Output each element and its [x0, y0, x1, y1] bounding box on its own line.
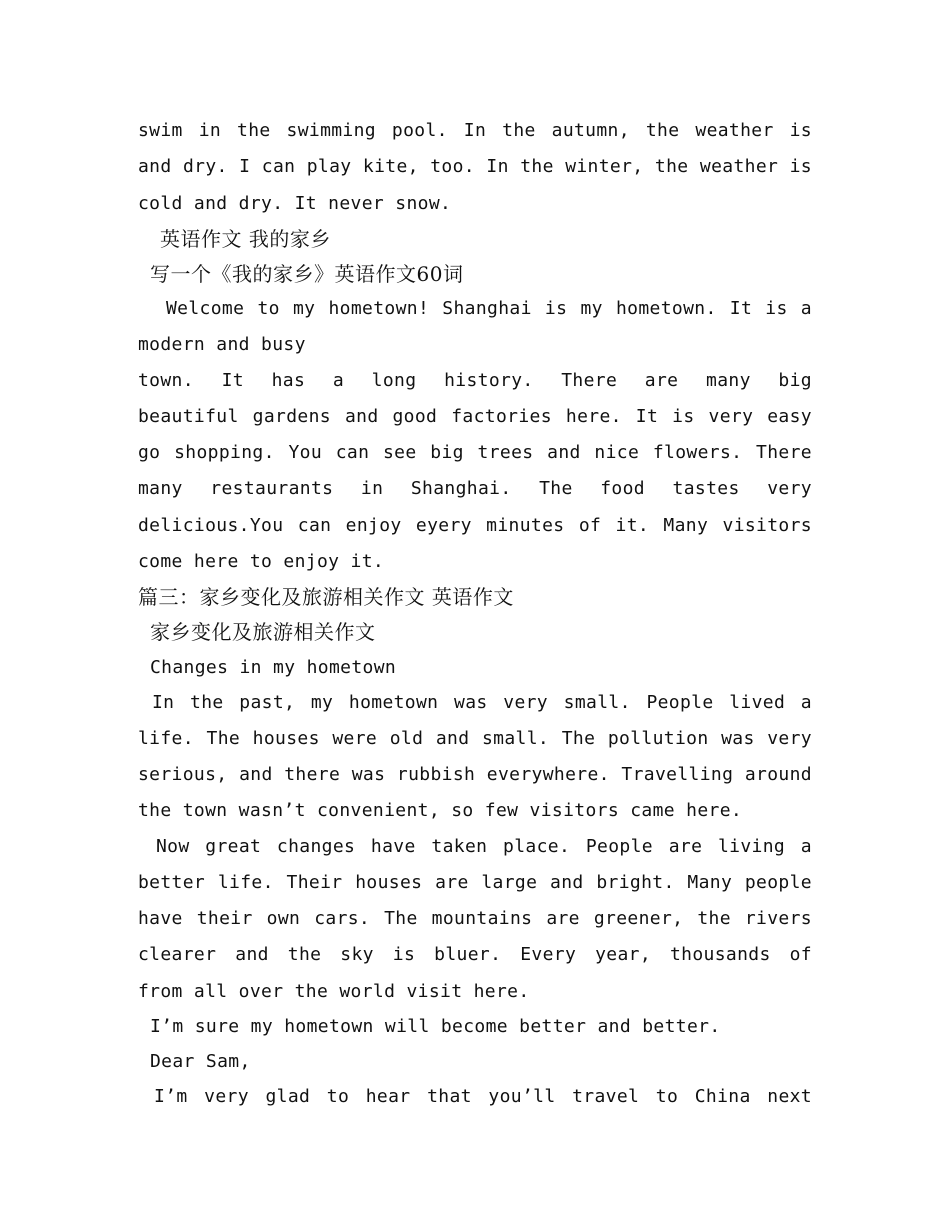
text-line: Now great changes have taken place. People are living a	[156, 836, 812, 857]
text-line: town. It has a long history. There are many big	[138, 370, 812, 391]
text-line: swim in the swimming pool. In the autumn, the weather is	[138, 120, 812, 141]
text-line: the town wasn’t convenient, so few visitors came here.	[138, 800, 743, 821]
text-line: I’m very glad to hear that you’ll travel to China next	[154, 1086, 812, 1107]
text-line: serious, and there was rubbish everywhere. Travelling around	[138, 764, 812, 785]
text-line: go shopping. You can see big trees and nice flowers. There	[138, 442, 812, 463]
section-heading: 篇三：家乡变化及旅游相关作文 英语作文	[138, 585, 514, 609]
text-line: I’m sure my hometown will become better and better.	[150, 1016, 721, 1037]
text-line: better life. Their houses are large and bright. Many people	[138, 872, 812, 893]
letter-salutation: Dear Sam,	[150, 1051, 251, 1072]
text-line: clearer and the sky is bluer. Every year, thousands of	[138, 944, 812, 965]
essay-title: 家乡变化及旅游相关作文	[150, 620, 376, 644]
essay-title: Changes in my hometown	[150, 657, 397, 678]
text-line: cold and dry. It never snow.	[138, 193, 452, 214]
text-line: come here to enjoy it.	[138, 551, 385, 572]
text-line: from all over the world visit here.	[138, 981, 530, 1002]
text-line: and dry. I can play kite, too. In the winter, the weather is	[138, 156, 812, 177]
essay-title: 写一个《我的家乡》英语作文60词	[150, 262, 464, 286]
text-line: many restaurants in Shanghai. The food tastes very	[138, 478, 812, 499]
text-line: life. The houses were old and small. The pollution was very	[138, 728, 812, 749]
text-line: beautiful gardens and good factories here. It is very easy	[138, 406, 812, 427]
text-line: delicious.You can enjoy eyery minutes of it. Many visitors	[138, 515, 812, 536]
section-heading: 英语作文 我的家乡	[160, 227, 331, 251]
text-line: In the past, my hometown was very small. People lived a	[152, 692, 812, 713]
text-line: have their own cars. The mountains are greener, the rivers	[138, 908, 812, 929]
text-line: modern and busy	[138, 334, 306, 355]
text-line: Welcome to my hometown! Shanghai is my hometown. It is a	[166, 298, 812, 319]
